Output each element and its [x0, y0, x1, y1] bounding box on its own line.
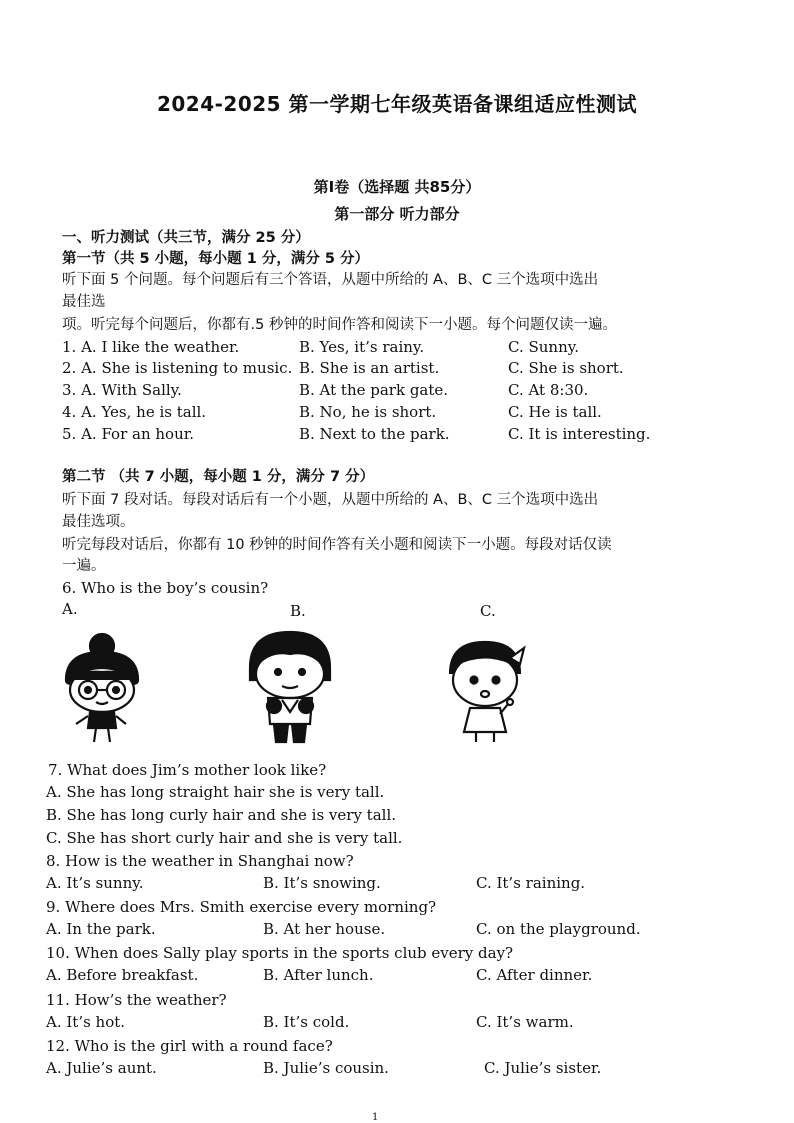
option-a: 5. A. For an hour. [62, 425, 195, 443]
question-row [62, 338, 742, 358]
question-row [62, 359, 742, 379]
option-c: C. She is short. [508, 359, 624, 377]
part-header: 第一部分 听力部分 [334, 205, 460, 223]
section1-instruction-2: 最佳选 [62, 294, 106, 310]
section1-heading: 一、听力测试（共三节，满分 25 分） [62, 230, 310, 246]
option-c: C. It’s raining. [476, 874, 586, 892]
option-b: B. Julie’s cousin. [263, 1059, 389, 1077]
question-9: 9. Where does Mrs. Smith exercise every morning? [46, 898, 437, 916]
section1-instruction-1: 听下面 5 个问题。每个问题后有三个答语，从题中所给的 A、B、C 三个选项中选出 [62, 272, 599, 288]
option-a: 1. A. I like the weather. [62, 338, 240, 356]
section1-subheading: 第一节（共 5 小题，每小题 1 分，满分 5 分） [62, 251, 370, 267]
question-7-option-c: C. She has short curly hair and she is very tall. [46, 829, 403, 847]
question-12: 12. Who is the girl with a round face? [46, 1037, 333, 1055]
section1-instruction-3: 项。听完每个问题后，你都有.5 秒钟的时间作答和阅读下一小题。每个问题仅读一遍。 [62, 317, 617, 333]
option-b: B. After lunch. [263, 966, 374, 984]
option-a: A. Before breakfast. [46, 966, 199, 984]
option-c: C. Julie’s sister. [484, 1059, 602, 1077]
section2-instruction-2: 最佳选项。 [62, 514, 135, 530]
question-row [62, 425, 742, 445]
question-row [62, 403, 742, 423]
option-b: B. At the park gate. [299, 381, 449, 399]
question-7-option-b: B. She has long curly hair and she is very tall. [46, 806, 397, 824]
question-row [46, 920, 746, 940]
option-c: C. Sunny. [508, 338, 579, 356]
option-b: B. It’s snowing. [263, 874, 381, 892]
section2-subheading: 第二节 （共 7 小题，每小题 1 分，满分 7 分） [62, 469, 375, 485]
option-b: B. Yes, it’s rainy. [299, 338, 425, 356]
section2-instruction-3: 听完每段对话后，你都有 10 秒钟的时间作答有关小题和阅读下一小题。每段对话仅读 [62, 537, 612, 553]
section2-instruction-1: 听下面 7 段对话。每段对话后有一个小题，从题中所给的 A、B、C 三个选项中选出 [62, 492, 599, 508]
option-a: 2. A. She is listening to music. [62, 359, 293, 377]
option-c: C. It is interesting. [508, 425, 651, 443]
picture-label-b: B. [290, 602, 306, 620]
picture-label-c: C. [480, 602, 496, 620]
option-c: C. on the playground. [476, 920, 641, 938]
option-b: B. Next to the park. [299, 425, 450, 443]
page-number: 1 [372, 1112, 379, 1123]
question-7: 7. What does Jim’s mother look like? [48, 761, 327, 779]
picture-label-a: A. [62, 600, 78, 618]
exam-title: 2024-2025 第一学期七年级英语备课组适应性测试 [156, 92, 638, 116]
option-a: 4. A. Yes, he is tall. [62, 403, 207, 421]
option-b: B. At her house. [263, 920, 386, 938]
option-c: C. He is tall. [508, 403, 602, 421]
option-a: A. It’s sunny. [46, 874, 144, 892]
question-7-option-a: A. She has long straight hair she is very tall. [46, 783, 385, 801]
boy-picture [240, 628, 340, 748]
question-10: 10. When does Sally play sports in the sports club every day? [46, 944, 514, 962]
option-c: C. At 8:30. [508, 381, 589, 399]
option-a: A. It’s hot. [46, 1013, 126, 1031]
section2-instruction-4: 一遍。 [62, 558, 106, 574]
option-c: C. After dinner. [476, 966, 593, 984]
question-row [62, 381, 742, 401]
question-row [46, 966, 746, 986]
option-c: C. It’s warm. [476, 1013, 574, 1031]
option-a: A. Julie’s aunt. [46, 1059, 157, 1077]
girl-with-headband-picture [440, 634, 530, 746]
question-row [46, 874, 746, 894]
question-6: 6. Who is the boy’s cousin? [62, 579, 269, 597]
question-8: 8. How is the weather in Shanghai now? [46, 852, 354, 870]
question-row [46, 1059, 746, 1079]
volume-header: 第Ⅰ卷（选择题 共85分） [313, 178, 481, 196]
option-a: 3. A. With Sally. [62, 381, 182, 399]
option-b: B. She is an artist. [299, 359, 440, 377]
girl-with-glasses-picture [52, 632, 152, 744]
question-11: 11. How’s the weather? [46, 991, 227, 1009]
option-a: A. In the park. [46, 920, 156, 938]
option-b: B. It’s cold. [263, 1013, 350, 1031]
option-b: B. No, he is short. [299, 403, 437, 421]
question-row [46, 1013, 746, 1033]
